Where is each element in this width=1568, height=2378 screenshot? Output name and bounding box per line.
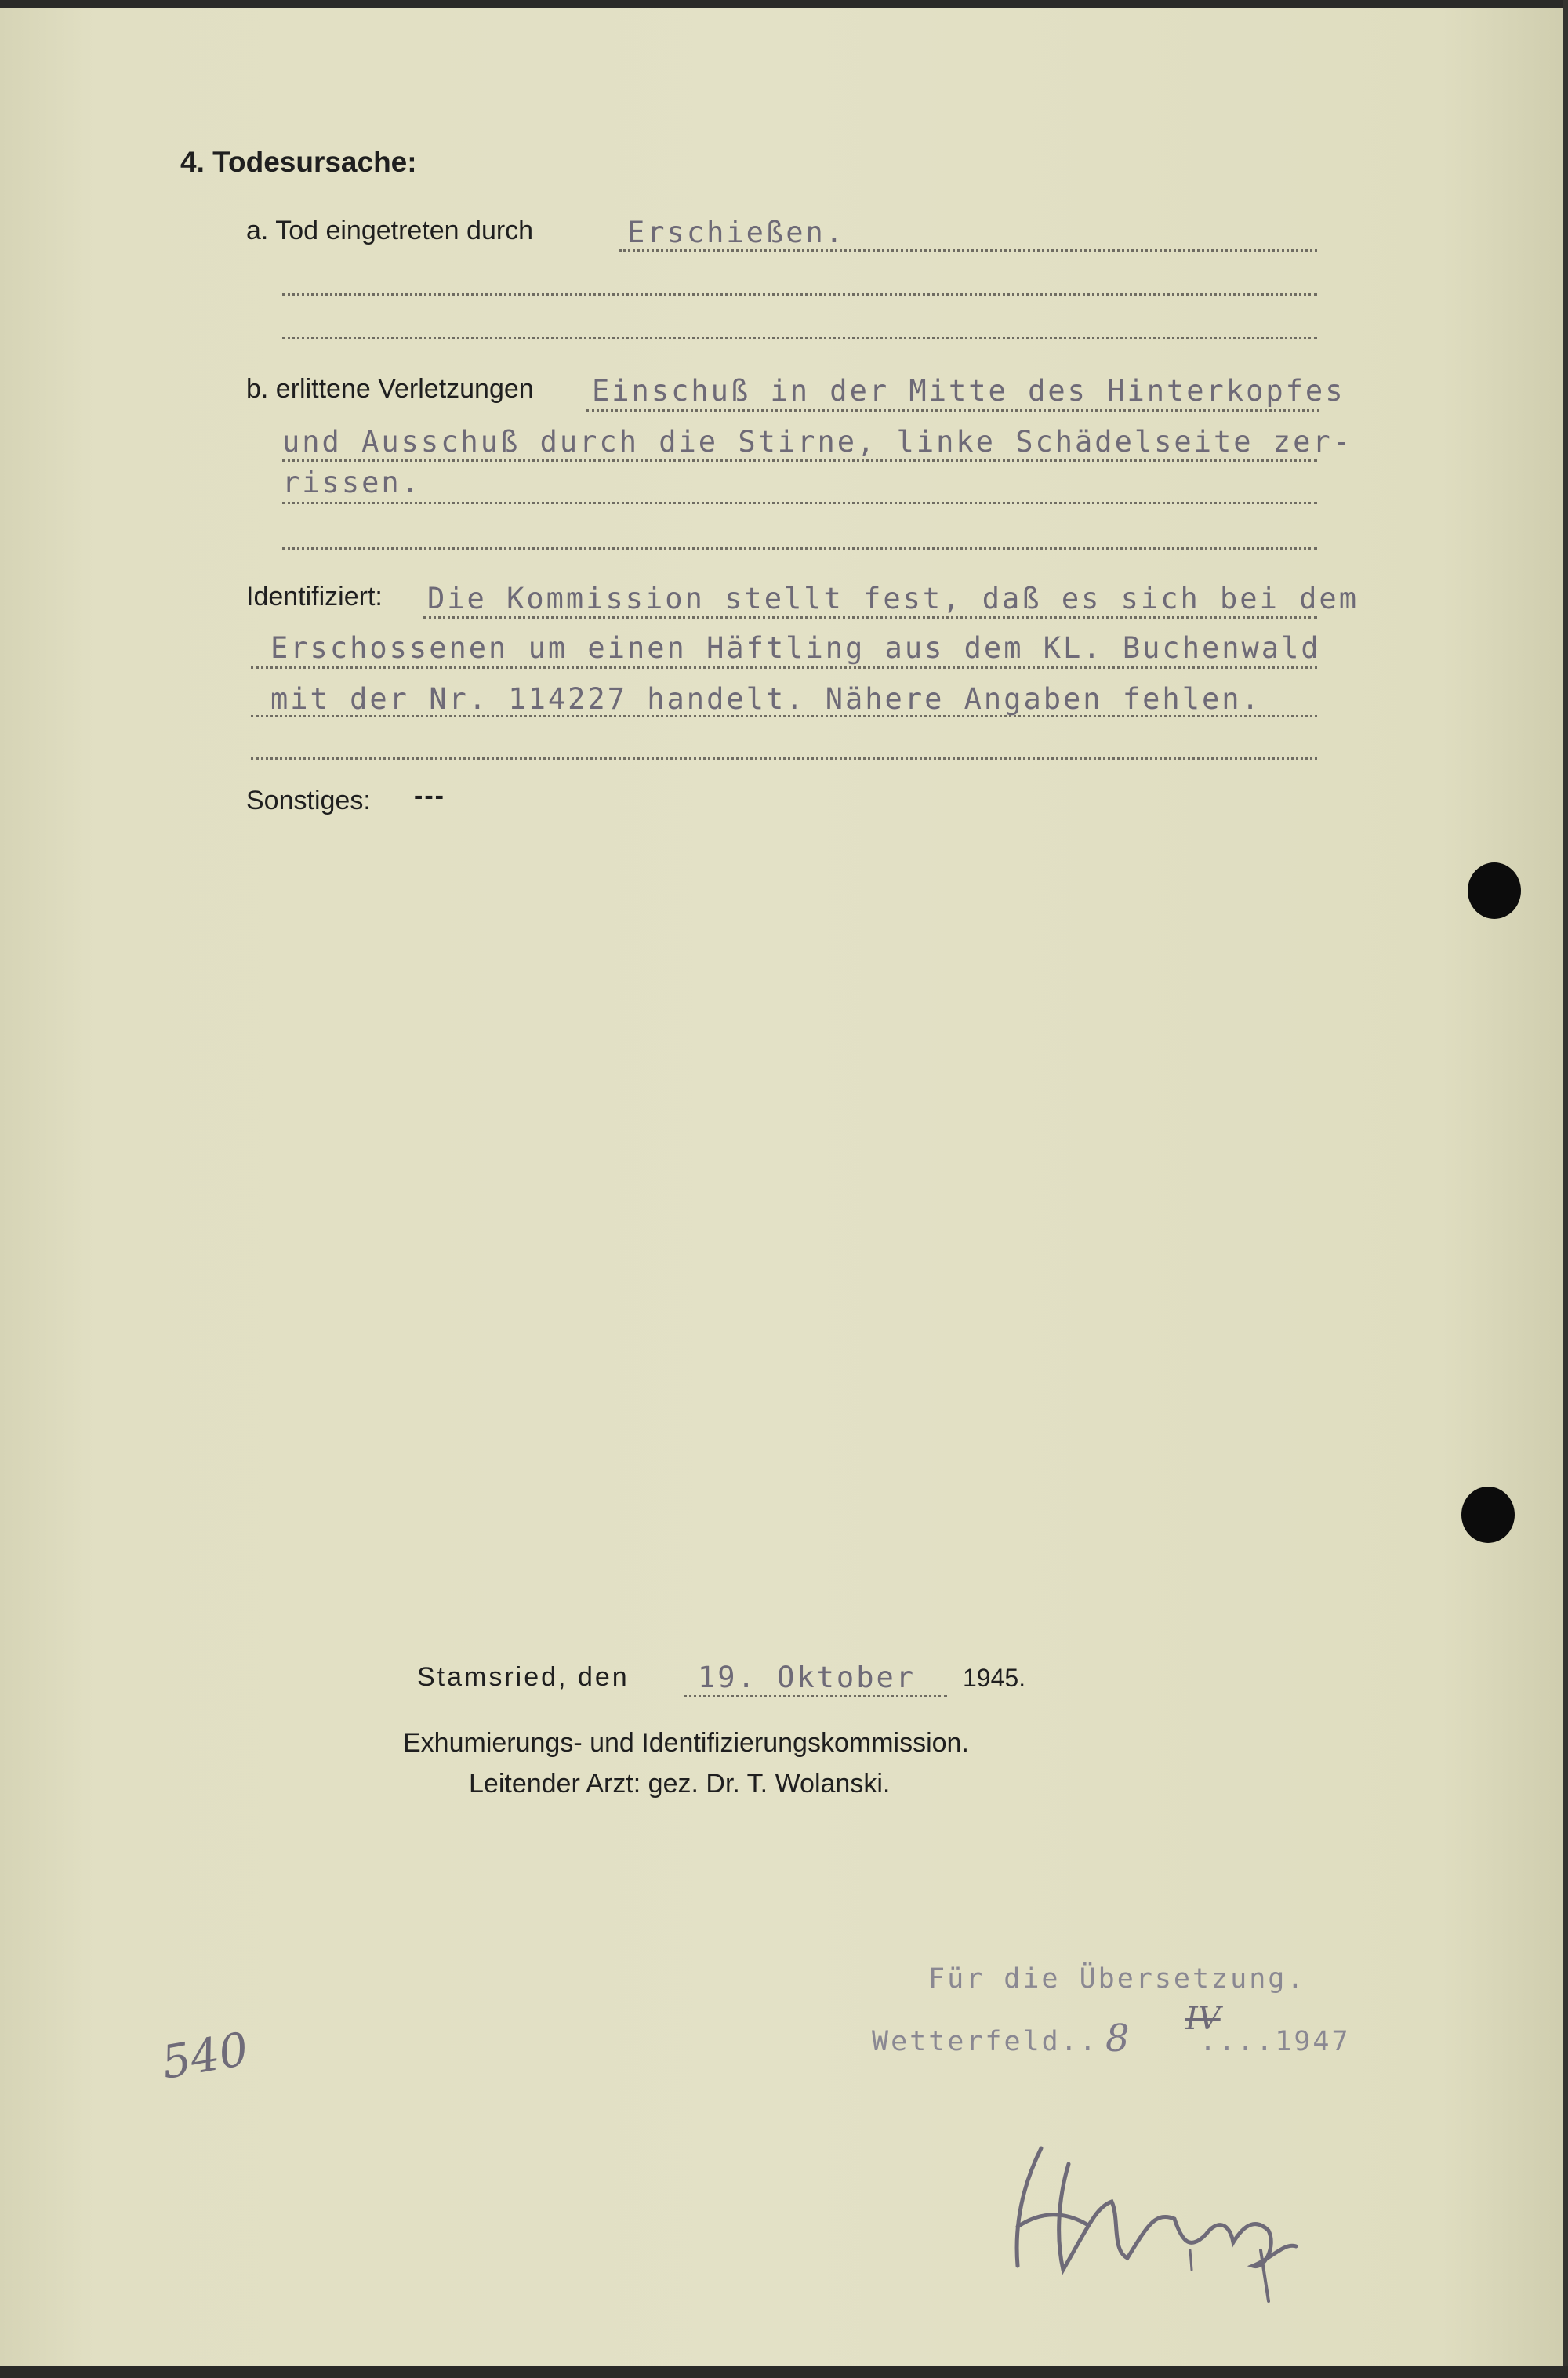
field-b-line-1: Einschuß in der Mitte des Hinterkopfes (592, 374, 1345, 408)
section-heading: 4. Todesursache: (180, 146, 417, 178)
dotted-line (251, 666, 1317, 669)
field-a-value: Erschießen. (627, 216, 846, 249)
closing-year: 1945. (963, 1664, 1026, 1692)
dotted-line (282, 337, 1317, 339)
leading-doctor: Leitender Arzt: gez. Dr. T. Wolanski. (469, 1769, 891, 1799)
scan-edge-right (1563, 0, 1568, 2378)
closing-place-prefix: Stamsried, den (417, 1662, 630, 1692)
punch-hole-upper (1468, 862, 1521, 919)
certification-day: 8 (1105, 2017, 1130, 2060)
identifiziert-line-2: Erschossenen um einen Häftling aus dem KL. Buchenwald (270, 631, 1321, 665)
identifiziert-line-3: mit der Nr. 114227 handelt. Nähere Angaben fehlen. (270, 682, 1261, 716)
identifiziert-label: Identifiziert: (246, 582, 383, 612)
dotted-line (282, 502, 1317, 504)
certification-year: ....1947 (1200, 2026, 1351, 2057)
scan-edge-bottom (0, 2366, 1568, 2378)
dotted-line (282, 459, 1317, 462)
field-a-label: a. Tod eingetreten durch (246, 216, 534, 245)
dotted-line (423, 616, 1317, 619)
certification-place: Wetterfeld.. (872, 2026, 1098, 2057)
certification-line-1: Für die Übersetzung. (928, 1963, 1306, 1995)
dotted-line (282, 547, 1317, 550)
sonstiges-label: Sonstiges: (246, 786, 371, 815)
field-b-line-3: rissen. (282, 466, 421, 499)
commission-name: Exhumierungs- und Identifizierungskommission. (403, 1728, 969, 1758)
dotted-line (251, 757, 1317, 760)
dotted-line (282, 293, 1317, 296)
certification-month: IV (1185, 2001, 1221, 2037)
sonstiges-value: --- (414, 781, 445, 811)
dotted-line (251, 715, 1317, 717)
scan-edge-top (0, 0, 1568, 8)
dotted-line (586, 409, 1319, 412)
dotted-line (684, 1695, 947, 1697)
identifiziert-line-1: Die Kommission stellt fest, daß es sich bei dem (427, 582, 1359, 615)
handwritten-signature (994, 2133, 1323, 2305)
field-b-label: b. erlittene Verletzungen (246, 374, 534, 404)
margin-number: 540 (157, 2021, 252, 2090)
field-b-line-2: und Ausschuß durch die Stirne, linke Schädelseite zer- (282, 425, 1352, 459)
punch-hole-lower (1461, 1487, 1515, 1543)
closing-date: 19. Oktober (698, 1661, 916, 1694)
dotted-line (619, 249, 1317, 252)
